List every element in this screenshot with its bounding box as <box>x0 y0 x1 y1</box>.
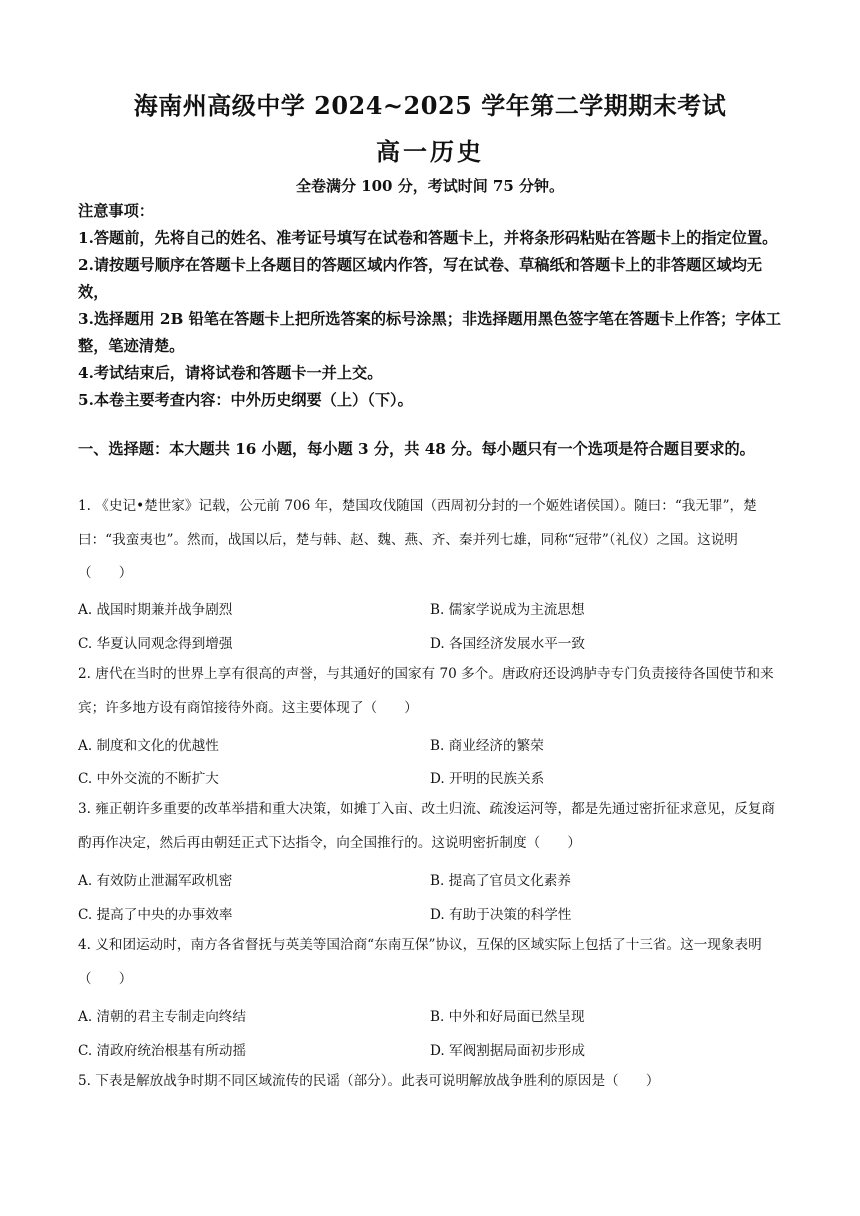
question-4-option-d: D. 军阀割据局面初步形成 <box>430 1043 585 1059</box>
exam-meta: 全卷满分 100 分，考试时间 75 分钟。 <box>295 177 565 195</box>
question-3-options-row-2 <box>78 903 783 925</box>
exam-title: 海南州高级中学 2024~2025 学年第二学期期末考试 <box>133 91 727 120</box>
notice-item-5: 5.本卷主要考查内容：中外历史纲要（上）（下）。 <box>78 391 413 409</box>
question-2-stem: 2. 唐代在当时的世界上享有很高的声誉，与其通好的国家有 70 多个。唐政府还设鸿胪寺专门负责接待各国使节和来宾；许多地方设有商馆接待外商。这主要体现了（ ） <box>78 666 774 716</box>
question-2-options-row-2 <box>78 767 783 789</box>
question-1-option-a: A. 战国时期兼并战争剧烈 <box>78 602 233 618</box>
question-5-stem: 5. 下表是解放战争时期不同区域流传的民谣（部分）。此表可说明解放战争胜利的原因是（ ） <box>78 1073 660 1089</box>
notice-heading: 注意事项： <box>78 202 154 220</box>
question-3-stem: 3. 雍正朝许多重要的改革举措和重大决策，如摊丁入亩、改土归流、疏浚运河等，都是先通过密折征求意见，反复商酌再作决定，然后再由朝廷正式下达指令，向全国推行的。这说明密折制度（ ） <box>78 801 775 851</box>
question-1-option-b: B. 儒家学说成为主流思想 <box>430 602 585 618</box>
question-2-option-c: C. 中外交流的不断扩大 <box>78 771 219 787</box>
question-4-option-b: B. 中外和好局面已然呈现 <box>430 1009 585 1025</box>
question-3-option-d: D. 有助于决策的科学性 <box>430 907 572 923</box>
question-4-option-c: C. 清政府统治根基有所动摇 <box>78 1043 247 1059</box>
notice-item-1: 1.答题前，先将自己的姓名、准考证号填写在试卷和答题卡上，并将条形码粘贴在答题卡上的指定位置。 <box>78 229 778 247</box>
question-3-option-a: A. 有效防止泄漏军政机密 <box>78 873 233 889</box>
question-1-option-c: C. 华夏认同观念得到增强 <box>78 636 233 652</box>
question-2-option-d: D. 开明的民族关系 <box>430 771 545 787</box>
question-1-option-d: D. 各国经济发展水平一致 <box>430 636 585 652</box>
question-4-stem: 4. 义和团运动时，南方各省督抚与英美等国洽商“东南互保”协议，互保的区域实际上包括了十三省。这一现象表明（ ） <box>78 937 762 987</box>
question-1-options-row-1 <box>78 598 783 620</box>
question-4-option-a: A. 清朝的君主专制走向终结 <box>78 1009 246 1025</box>
question-1-options-row-2 <box>78 632 783 654</box>
question-4-options-row-2 <box>78 1039 783 1061</box>
question-2-option-b: B. 商业经济的繁荣 <box>430 738 544 754</box>
question-3-option-b: B. 提高了官员文化素养 <box>430 873 571 889</box>
subject-title: 高一历史 <box>376 137 484 166</box>
notice-block <box>78 198 783 414</box>
notice-item-2: 2.请按题号顺序在答题卡上各题目的答题区域内作答，写在试卷、草稿纸和答题卡上的非答题区域均无效， <box>78 256 763 301</box>
section-heading-choice: 一、选择题：本大题共 16 小题，每小题 3 分，共 48 分。每小题只有一个选项是符合题目要求的。 <box>78 440 755 458</box>
notice-item-3: 3.选择题用 2B 铅笔在答题卡上把所选答案的标号涂黑；非选择题用黑色签字笔在答题卡上作答；字体工整，笔迹清楚。 <box>78 310 781 355</box>
question-3-option-c: C. 提高了中央的办事效率 <box>78 907 233 923</box>
notice-item-4: 4.考试结束后，请将试卷和答题卡一并上交。 <box>78 364 383 382</box>
question-1-stem: 1. 《史记•楚世家》记载，公元前 706 年，楚国攻伐随国（西周初分封的一个姬姓诸侯国）。随曰：“我无罪”，楚曰：“我蛮夷也”。然而，战国以后，楚与韩、赵、魏、燕、齐、秦并列七雄，同称“冠带”（礼仪）之国。这说明（ ） <box>78 498 757 581</box>
question-3-options-row-1 <box>78 869 783 891</box>
question-2-option-a: A. 制度和文化的优越性 <box>78 738 219 754</box>
question-2-options-row-1 <box>78 734 783 756</box>
question-4-options-row-1 <box>78 1005 783 1027</box>
